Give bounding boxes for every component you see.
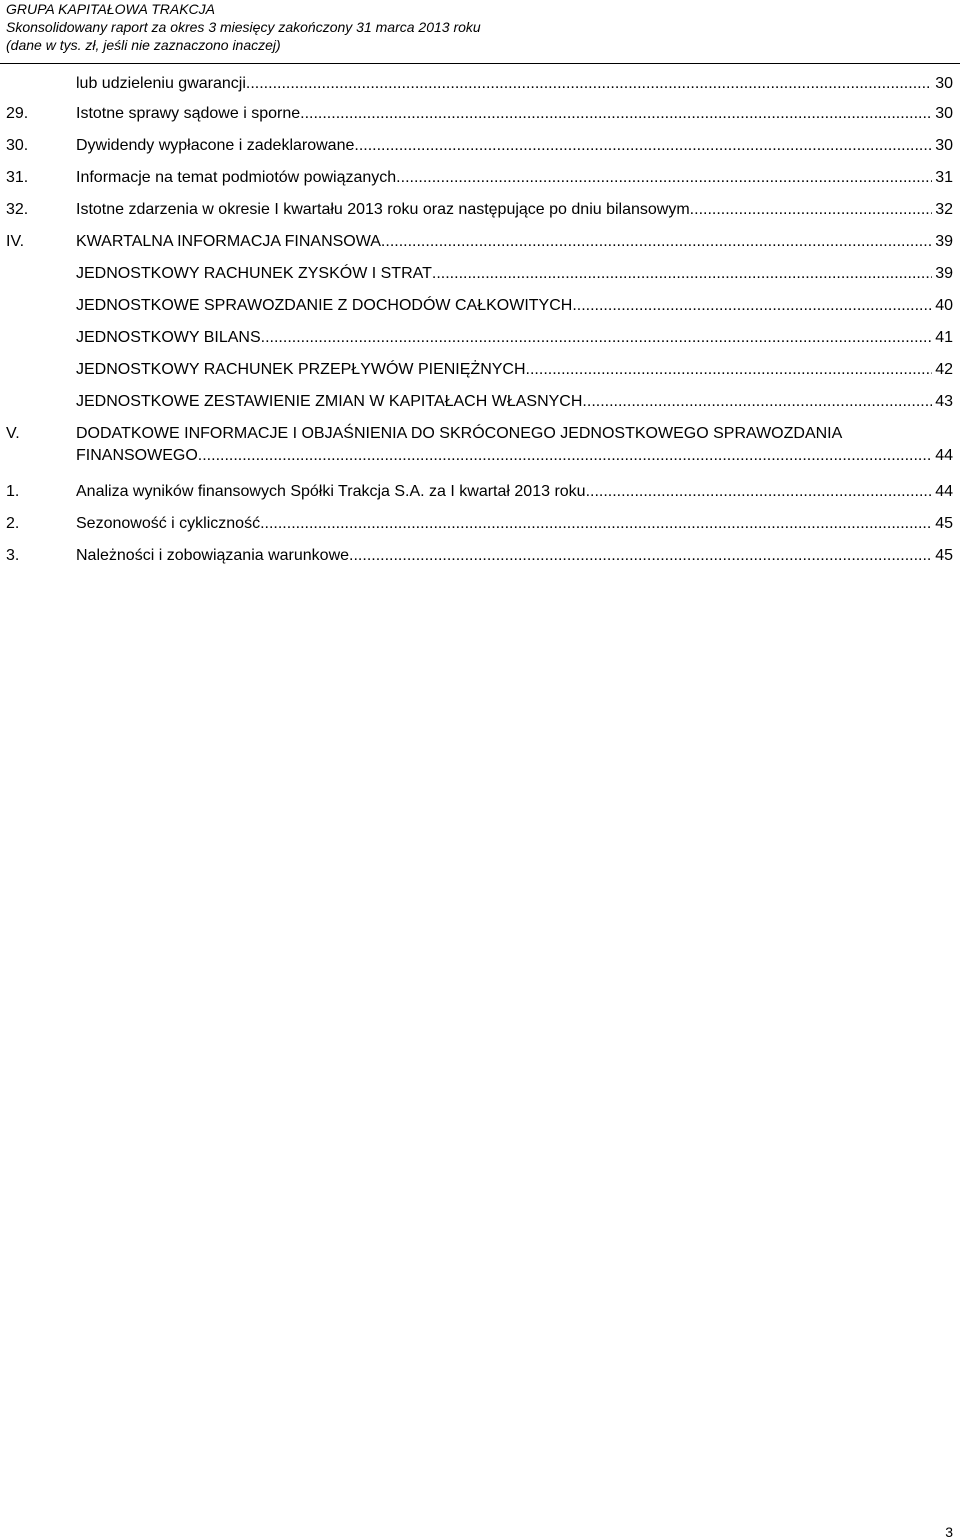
document-header bbox=[6, 0, 956, 54]
toc-entry-title: Należności i zobowiązania warunkowe bbox=[76, 547, 350, 564]
toc-entry-number: 30. bbox=[6, 137, 29, 154]
toc-leader-dots bbox=[349, 546, 932, 566]
toc-entry-page: 39 bbox=[935, 265, 953, 282]
toc-entry-page: 44 bbox=[935, 447, 953, 464]
toc-entry-number: 1. bbox=[6, 483, 20, 500]
toc-entry-title: Istotne zdarzenia w okresie I kwartału 2013 roku oraz następujące po dniu bilansowym bbox=[76, 201, 690, 218]
toc-entry[interactable] bbox=[0, 260, 960, 284]
toc-leader-dots bbox=[396, 168, 932, 188]
toc-entry[interactable] bbox=[0, 388, 960, 412]
toc-entry-page: 30 bbox=[935, 105, 953, 122]
toc-entry-title: Istotne sprawy sądowe i sporne bbox=[76, 105, 301, 122]
toc-entry[interactable] bbox=[0, 196, 960, 220]
toc-entry[interactable] bbox=[0, 100, 960, 124]
toc-entry-page: 45 bbox=[935, 515, 953, 532]
toc-entry[interactable] bbox=[0, 164, 960, 188]
toc-entry-page: 39 bbox=[935, 233, 953, 250]
toc-entry-page: 45 bbox=[935, 547, 953, 564]
toc-entry-number: 2. bbox=[6, 515, 20, 532]
toc-entry-title: DODATKOWE INFORMACJE I OBJAŚNIENIA DO SKRÓCONEGO JEDNOSTKOWEGO SPRAWOZDANIA bbox=[76, 425, 843, 442]
toc-entry-title: JEDNOSTKOWE SPRAWOZDANIE Z DOCHODÓW CAŁKOWITYCH bbox=[76, 297, 573, 314]
toc-entry-title: Sezonowość i cykliczność bbox=[76, 515, 261, 532]
toc-leader-dots bbox=[690, 200, 933, 220]
toc-entry-page: 30 bbox=[935, 137, 953, 154]
toc-entry-title: lub udzieleniu gwarancji bbox=[76, 75, 246, 92]
toc-leader-dots bbox=[300, 104, 932, 124]
toc-entry[interactable] bbox=[0, 292, 960, 316]
toc-entry-page: 31 bbox=[935, 169, 953, 186]
toc-leader-dots bbox=[526, 360, 933, 380]
header-units-note: (dane w tys. zł, jeśli nie zaznaczono inaczej) bbox=[6, 37, 281, 53]
toc-entry-title: Dywidendy wypłacone i zadeklarowane bbox=[76, 137, 355, 154]
toc-entry[interactable] bbox=[0, 132, 960, 156]
toc-leader-dots bbox=[381, 232, 932, 252]
toc-entry-page: 42 bbox=[935, 361, 953, 378]
toc-entry[interactable] bbox=[0, 510, 960, 534]
toc-entry[interactable] bbox=[0, 478, 960, 502]
toc-leader-dots bbox=[260, 514, 932, 534]
toc-leader-dots bbox=[432, 264, 932, 284]
toc-leader-dots bbox=[572, 296, 932, 316]
toc-entry-number: 3. bbox=[6, 547, 20, 564]
header-divider bbox=[0, 63, 960, 64]
toc-leader-dots bbox=[354, 136, 932, 156]
toc-entry-title: JEDNOSTKOWY RACHUNEK PRZEPŁYWÓW PIENIĘŻNYCH bbox=[76, 361, 526, 378]
header-report-title: Skonsolidowany raport za okres 3 miesięcy zakończony 31 marca 2013 roku bbox=[6, 19, 481, 35]
toc-entry-title: Informacje na temat podmiotów powiązanych bbox=[76, 169, 397, 186]
toc-entry[interactable] bbox=[0, 420, 960, 468]
toc-entry-page: 30 bbox=[935, 75, 953, 92]
toc-entry[interactable] bbox=[0, 542, 960, 566]
toc-leader-dots bbox=[261, 328, 933, 348]
toc-entry-number: 29. bbox=[6, 105, 29, 122]
toc-leader-dots bbox=[246, 74, 932, 94]
toc-entry-page: 41 bbox=[935, 329, 953, 346]
toc-entry-page: 40 bbox=[935, 297, 953, 314]
toc-entry-number: 31. bbox=[6, 169, 29, 186]
toc-entry-title: JEDNOSTKOWY BILANS bbox=[76, 329, 261, 346]
toc-entry-number: V. bbox=[6, 425, 20, 442]
toc-leader-dots bbox=[582, 392, 932, 412]
toc-leader-dots bbox=[198, 446, 932, 466]
toc-entry-page: 43 bbox=[935, 393, 953, 410]
toc-entry-number: 32. bbox=[6, 201, 29, 218]
toc-entry[interactable] bbox=[0, 356, 960, 380]
page-number: 3 bbox=[945, 1524, 953, 1540]
toc-entry[interactable] bbox=[0, 228, 960, 252]
toc-entry[interactable] bbox=[0, 70, 960, 94]
toc-entry-page: 32 bbox=[935, 201, 953, 218]
header-company: GRUPA KAPITAŁOWA TRAKCJA bbox=[6, 1, 216, 17]
toc-entry-title: JEDNOSTKOWE ZESTAWIENIE ZMIAN W KAPITAŁACH WŁASNYCH bbox=[76, 393, 583, 410]
toc-entry-number: IV. bbox=[6, 233, 25, 250]
toc-leader-dots bbox=[586, 482, 933, 502]
toc-entry-title-continued: FINANSOWEGO bbox=[76, 447, 198, 464]
toc-entry-title: Analiza wyników finansowych Spółki Trakcja S.A. za I kwartał 2013 roku bbox=[76, 483, 586, 500]
toc-entry-title: KWARTALNA INFORMACJA FINANSOWA bbox=[76, 233, 381, 250]
toc-entry[interactable] bbox=[0, 324, 960, 348]
toc-entry-page: 44 bbox=[935, 483, 953, 500]
toc-entry-title: JEDNOSTKOWY RACHUNEK ZYSKÓW I STRAT bbox=[76, 265, 432, 282]
